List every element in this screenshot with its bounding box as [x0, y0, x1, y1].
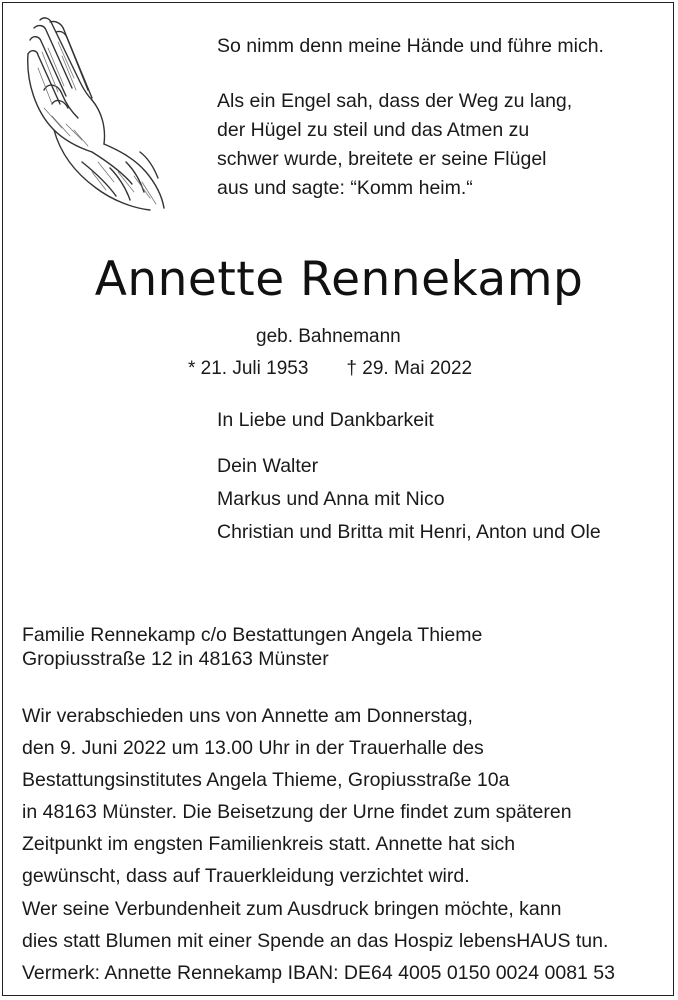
verse-line: schwer wurde, breitete er seine Flügel	[217, 148, 547, 170]
service-paragraph	[22, 700, 572, 892]
mourners-intro	[217, 404, 434, 437]
verse-poem	[217, 87, 572, 203]
service-line: Bestattungsinstitutes Angela Thieme, Gropiusstraße 10a	[22, 769, 510, 791]
contact-line: Gropiusstraße 12 in 48163 Münster	[22, 648, 329, 670]
donation-line: dies statt Blumen mit einer Spende an das Hospiz lebensHAUS tun.	[22, 930, 609, 952]
verse-line: aus und sagte: “Komm heim.“	[217, 177, 473, 199]
mourner-name: Dein Walter	[217, 455, 319, 477]
service-line: gewünscht, dass auf Trauerkleidung verzichtet wird.	[22, 865, 470, 887]
donation-paragraph	[22, 893, 615, 989]
service-line: Wir verabschieden uns von Annette am Donnerstag,	[22, 705, 473, 727]
life-dates	[188, 358, 472, 380]
service-line: in 48163 Münster. Die Beisetzung der Urne findet zum späteren	[22, 801, 572, 823]
birth-date: * 21. Juli 1953	[188, 358, 309, 379]
verse-line: der Hügel zu steil und das Atmen zu	[217, 119, 530, 141]
death-date: † 29. Mai 2022	[346, 358, 473, 379]
donation-line: Vermerk: Annette Rennekamp IBAN: DE64 4005 0150 0024 0081 53	[22, 962, 615, 984]
mourners-list	[217, 450, 601, 549]
deceased-name: Annette Rennekamp	[94, 252, 584, 307]
mourners-intro-line: In Liebe und Dankbarkeit	[217, 409, 434, 431]
service-line: Zeitpunkt im engsten Familienkreis statt. Annette hat sich	[22, 833, 516, 855]
mourner-name: Christian und Britta mit Henri, Anton und Ole	[217, 521, 601, 543]
service-line: den 9. Juni 2022 um 13.00 Uhr in der Trauerhalle des	[22, 737, 484, 759]
praying-hands-icon	[22, 12, 172, 217]
donation-line: Wer seine Verbundenheit zum Ausdruck bringen möchte, kann	[22, 898, 562, 920]
verse-intro-line: So nimm denn meine Hände und führe mich.	[217, 35, 604, 57]
contact-line: Familie Rennekamp c/o Bestattungen Angela Thieme	[22, 624, 483, 646]
mourner-name: Markus und Anna mit Nico	[217, 488, 445, 510]
birth-name: geb. Bahnemann	[256, 326, 401, 347]
verse-line: Als ein Engel sah, dass der Weg zu lang,	[217, 90, 573, 112]
contact-address	[22, 623, 482, 671]
verse-intro	[217, 32, 604, 61]
